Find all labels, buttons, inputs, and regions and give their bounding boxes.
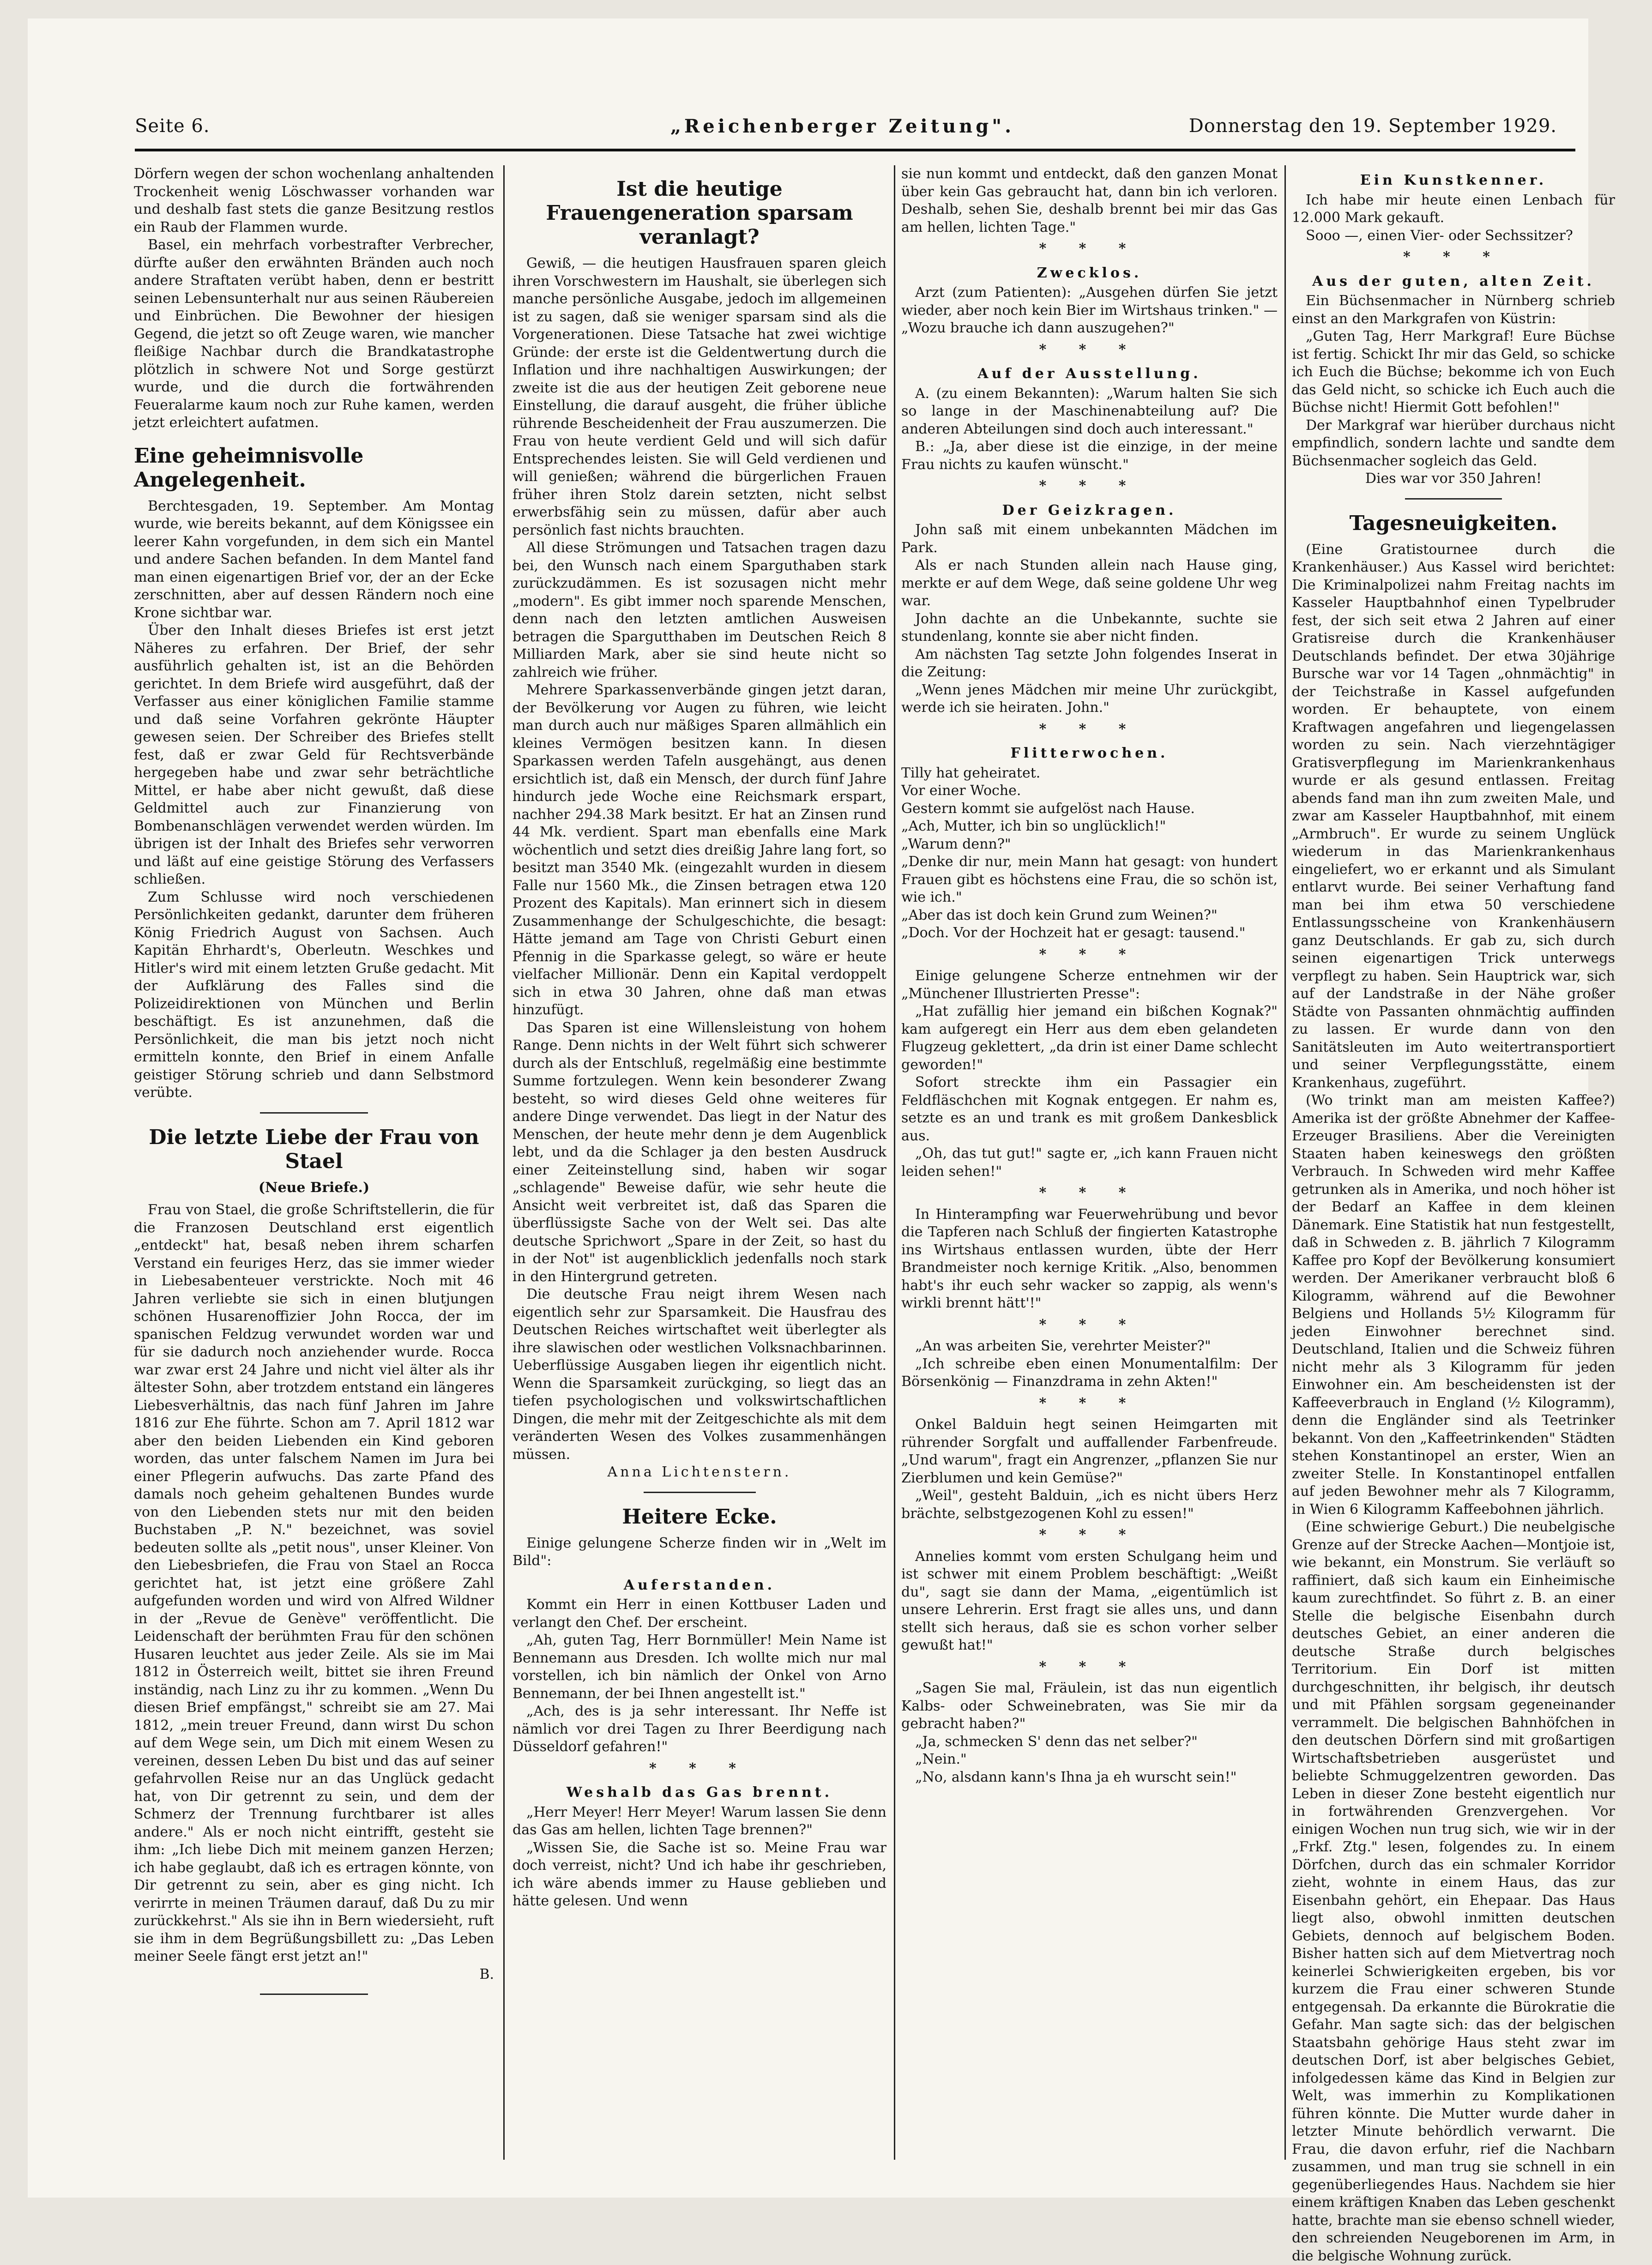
paragraph: Frau von Stael, die große Schriftstellerin, die für die Franzosen Deutschland erst eigentlich „entdeckt" hat, besaß neben ihrem scharfen Verstand ein feuriges Herz, das sie immer wieder in Liebesabenteuer verstrickte. Noch mit 46 Jahren verliebte sie sich in einen blutjungen schönen Husarenoffizier John Rocca, der im spanischen Feldzug verwundet worden war und für sie dadurch noch anziehender wurde. Rocca war zwar erst 24 Jahre und nicht viel älter als ihr ältester Sohn, aber trotzdem entstand ein längeres Liebesverhältnis, das nach fünf Jahren im Jahre 1816 zur Ehe führte. Schon am 7. April 1812 war aber den beiden Liebenden ein Kind geboren worden, das unter falschem Namen im Jura bei einer Pflegerin aufwuchs. Das zarte Pfand des damals noch geheim gehaltenen Bundes wurde von den Liebenden stets nur mit den beiden Buchstaben „P. N." bezeichnet, was soviel bedeuten sollte als „petit nous", unser Kleiner. Von den Liebesbriefen, die Frau von Stael an Rocca gerichtet hat, ist jetzt eine größere Zahl aufgefunden worden und wird von Alfred Wildner in der „Revue de Genève" veröffentlicht. Die Leidenschaft der berühmten Frau für den schönen Husaren leuchtet aus jeder Zeile. Als sie im Mai 1812 in Österreich weilt, bittet sie ihren Freund inständig, nach Linz zu ihr zu kommen. „Wenn Du diesen Brief empfängst," schreibt sie am 27. Mai 1812, „mein treuer Freund, dann wirst Du schon auf dem Wege sein, um Dich mit einem Wesen zu vereinen, dessen Leben Du bist und das auf seiner gefahrvollen Reise nur an das Unglück gedacht hat, von Dir getrennt zu sein, und dem der Schmerz der Trennung furchtbarer ist alles andere." Als er noch nicht eintrifft, gesteht sie ihm: „Ich liebe Dich mit meinem ganzen Herzen; ich habe geglaubt, daß ich es ertragen könnte, von Dir getrennt zu sein, aber es ging nicht. Ich verirrte in meinen Träumen darauf, daß Du zu mir zurückkehrst." Als sie ihn in Bern wiedersieht, ruft sie ihm in dem Begrüßungsbillett zu: „Das Leben meiner Seele fängt erst jetzt an!"	[134, 1202, 494, 1964]
paragraph: Kommt ein Herr in einen Kottbuser Laden und verlangt den Chef. Der erscheint.	[512, 1596, 886, 1631]
paragraph: In Hinterampfing war Feuerwehrübung und bevor die Tapferen nach Schluß der fingierten Katastrophe ins Wirtshaus entlassen wurden, übte der Herr Brandmeister noch kernige Kritik. „Also, benommen habt's ihr euch sehr wacker so zappig, als wenn's wirkli brennt hätt'!"	[901, 1206, 1278, 1311]
paragraph: Dies war vor 350 Jahren!	[1365, 470, 1542, 487]
separator-stars: * * *	[1039, 946, 1140, 963]
paragraph: „Warum denn?"	[901, 836, 1011, 852]
column-1	[134, 165, 494, 2183]
article-signature: Anna Lichtenstern.	[607, 1464, 792, 1480]
paragraph: „No, alsdann kann's Ihna ja eh wurscht sein!"	[915, 1769, 1237, 1785]
joke-title: Flitterwochen.	[1010, 745, 1169, 761]
paragraph: B.: „Ja, aber diese ist die einzige, in der meine Frau nichts zu kaufen wünscht."	[901, 439, 1278, 473]
paragraph: „Ich schreibe eben einen Monumentalfilm: Der Börsenkönig — Finanzdrama in zehn Akten!"	[901, 1355, 1278, 1390]
paragraph: „Guten Tag, Herr Markgraf! Eure Büchse ist fertig. Schickt Ihr mir das Geld, so schicke ich Euch die Büchse; bekomme ich von Euch das Geld nicht, so schicke ich Euch auch die Büchse nicht! Hiermit Gott befohlen!"	[1292, 328, 1615, 416]
paragraph: Tilly hat geheiratet.	[901, 765, 1041, 781]
paragraph: „Denke dir nur, mein Mann hat gesagt: von hundert Frauen gibt es höchstens eine Frau, die so schön ist, wie ich."	[901, 854, 1278, 905]
paragraph: Gewiß, — die heutigen Hausfrauen sparen gleich ihren Vorschwestern im Haushalt, sie überlegen sich manche persönliche Ausgabe, jedoch im allgemeinen ist zu sagen, daß sie weniger sparsam sind als die Vorgenerationen. Diese Tatsache hat zwei wichtige Gründe: der erste ist die Geldentwertung durch die Inflation und ihre nachhaltigen Auswirkungen; der zweite ist die aus der heutigen Zeit geborene neue Einstellung, die darauf ausgeht, die früher übliche rührende Bescheidenheit der Frau auszumerzen. Die Frau von heute verdient Geld und will sich dafür Entsprechendes leisten. Sie will Geld verdienen und will genießen; während die bürgerlichen Frauen früher ihren Stolz darein setzten, nicht selbst erwerbsfähig sein zu müssen, dafür aber auch persönlich fast nichts brauchten.	[512, 255, 886, 538]
paragraph: Als er nach Stunden allein nach Hause ging, merkte er auf dem Wege, daß seine goldene Uhr weg war.	[901, 557, 1278, 609]
paragraph: sie nun kommt und entdeckt, daß den ganzen Monat über kein Gas gebraucht hat, dann bin ich verloren. Deshalb, sehen Sie, deshalb brennt bei mir das Gas am hellen, lichten Tage."	[901, 166, 1278, 235]
column-2	[512, 165, 886, 2183]
joke-title: Weshalb das Gas brennt.	[566, 1784, 833, 1801]
paragraph: Ein Büchsenmacher in Nürnberg schrieb einst an den Markgrafen von Küstrin:	[1292, 293, 1615, 327]
paragraph: All diese Strömungen und Tatsachen tragen dazu bei, den Wunsch nach einem Sparguthaben stark zurückzudämmen. Es ist sozusagen nicht mehr „modern". Es gibt immer noch sparende Menschen, denn nach den letzten amtlichen Ausweisen betragen die Spargutthaben im Deutschen Reich 8 Milliarden Mark, aber sie sind heute nicht so zahlreich wie früher.	[512, 540, 886, 681]
paragraph: Der Markgraf war hierüber durchaus nicht empfindlich, sondern lachte und sandte dem Büchsenmacher sogleich das Geld.	[1292, 417, 1615, 469]
newspaper-page	[28, 18, 1615, 2264]
separator-stars: * * *	[649, 1760, 750, 1777]
section-title: Heitere Ecke.	[622, 1505, 777, 1529]
separator-stars: * * *	[1039, 721, 1140, 737]
paragraph: „Nein."	[915, 1751, 967, 1767]
separator-rule	[260, 1112, 368, 1114]
paragraph: (Eine schwierige Geburt.) Die neubelgische Grenze auf der Strecke Aachen—Montjoie ist, wie bekannt, ein Monstrum. Sie verläuft so raffiniert, daß sich kaum ein Einheimische kaum zurechtfindet. So führt z. B. an einer Stelle die belgische Eisenbahn durch deutsches Gebiet, an einer anderen die deutsche Straße durch belgisches Territorium. Ein Dorf ist mitten durchgeschnitten, ihr belgisch, ihr deutsch und mit Pfählen sorgsam gegeneinander verrammelt. Die belgischen Bahnhöfchen in den deutschen Dörfern sind mit großartigen Wirtschaftsbetrieben ausgerüstet und beliebte Schmuggelzentren geworden. Das Leben in dieser Zone besteht eigentlich nur in fortwährenden Grenzvergehen. Vor einigen Wochen nun trug sich, wie wir in der „Frkf. Ztg." lesen, folgendes zu. In einem Dörfchen, durch das ein schmaler Korridor zieht, wohnte in einem Haus, das zur Eisenbahn gehört, ein Ehepaar. Das Haus liegt also, obwohl inmitten deutschen Gebiets, dennoch auf belgischem Boden. Bisher hatten sich auf dem Mietvertrag noch keinerlei Schwierigkeiten ergeben, bis vor kurzem die Frau einer schweren Stunde entgegensah. Da erkannte die Bürokratie die Gefahr. Man sagte sich: das der belgischen Staatsbahn gehörige Haus steht zwar im deutschen Dorf, ist aber belgisches Gebiet, infolgedessen käme das Kind in Belgien zur Welt, was immerhin zu Komplikationen führen könnte. Die Mutter wurde daher in letzter Minute behördlich verwarnt. Die Frau, die davon erfuhr, rief die Nachbarn zusammen, und man trug sie schnell in ein gegenüberliegendes Haus. Nachdem sie hier einem kräftigen Knaben das Leben geschenkt hatte, brachte man sie ebenso schnell wieder, den schreienden Neugeborenen im Arm, in die belgische Wohnung zurück.	[1292, 1519, 1615, 2264]
paragraph: Gestern kommt sie aufgelöst nach Hause.	[901, 800, 1195, 817]
page-number: Seite 6.	[135, 115, 210, 137]
paragraph: Zum Schlusse wird noch verschiedenen Persönlichkeiten gedankt, darunter dem früheren König Friedrich August von Sachsen. Auch Kapitän Ehrhardt's, Oberleutn. Weschkes und Hitler's wird mit einem letzten Gruße gedacht. Mit der Aufklärung des Falles sind die Polizeidirektionen von München und Berlin beschäftigt. Es ist anzunehmen, daß die Persönlichkeit, die man bis jetzt noch nicht ermitteln konnte, den Brief in einem Anfalle geistiger Störung schrieb und dann Selbstmord verübte.	[134, 889, 494, 1101]
separator-rule	[644, 1492, 756, 1493]
paragraph: „Ah, guten Tag, Herr Bornmüller! Mein Name ist Bennemann aus Dresden. Ich wollte mich nur mal vorstellen, ich bin nämlich der Onkel von Arno Bennemann, der bei Ihnen angestellt ist."	[512, 1632, 886, 1702]
article-title: Eine geheimnisvolle Angelegenheit.	[134, 444, 364, 492]
column-4	[1292, 165, 1615, 2264]
joke-title: Zwecklos.	[1037, 265, 1142, 281]
paragraph: (Eine Gratistournee durch die Krankenhäuser.) Aus Kassel wird berichtet: Die Kriminalpolizei nahm Freitag nachts im Kasseler Hauptbahnhof einen Typelbruder fest, der sich seit etwa 2 Jahren auf einer Gratisreise durch die Krankenhäuser Deutschlands befindet. Der etwa 30jährige Bursche war vor 14 Tagen „ohnmächtig" in der Teichstraße in Kassel aufgefunden worden. Er behauptete, von einem Kraftwagen angefahren und liegengelassen worden zu sein. Nach vierzehntägiger Gratisverpflegung im Marienkrankenhaus wurde er als gesund entlassen. Freitag abends fand man ihn zum zweiten Male, und zwar am Kasseler Hauptbahnhof, mit einem „Armbruch". Er wurde zu seinem Unglück wiederum in das Marienkrankenhaus eingeliefert, wo er erkannt und als Simulant entlarvt wurde. Bei seiner Verhaftung fand man bei ihm etwa 50 verschiedene Entlassungsscheine von Krankenhäusern ganz Deutschlands. Er gab zu, sich durch seinen eigenartigen Trick unterwegs verpflegt zu haben. Sein Hauptrick war, sich auf der Landstraße in der Nähe großer Städte von Passanten ohnmächtig auffinden zu lassen. Er wurde dann von den Sanitätsleuten im Auto weitertransportiert und seiner Verpflegungsstätte, einem Krankenhaus, zugeführt.	[1292, 541, 1615, 1091]
paragraph: Onkel Balduin hegt seinen Heimgarten mit rührender Sorgfalt und auffallender Farbenfreude. „Und warum", fragt ein Angrenzer, „pflanzen Sie nur Zierblumen und kein Gemüse?"	[901, 1416, 1278, 1486]
paragraph: „Ja, schmecken S' denn das net selber?"	[915, 1733, 1198, 1750]
issue-date: Donnerstag den 19. September 1929.	[1188, 115, 1557, 137]
article-title: Ist die heutige Frauengeneration sparsam veranlagt?	[546, 177, 853, 249]
article-subtitle: (Neue Briefe.)	[258, 1179, 370, 1196]
paragraph: „An was arbeiten Sie, verehrter Meister?"	[915, 1338, 1211, 1354]
paragraph: „Weil", gesteht Balduin, „ich es nicht übers Herz brächte, selbstgezogenen Kohl zu essen!"	[901, 1488, 1278, 1522]
separator-stars: * * *	[1039, 1395, 1140, 1411]
paragraph: Am nächsten Tag setzte John folgendes Inserat in die Zeitung:	[901, 646, 1278, 680]
paragraph: Vor einer Woche.	[901, 783, 1021, 799]
paragraph: Berchtesgaden, 19. September. Am Montag wurde, wie bereits bekannt, auf dem Königssee ein leerer Kahn vorgefunden, in dem sich ein Mantel und andere Sachen befanden. In dem Mantel fand man einen eigenartigen Brief vor, der an der Ecke zerschnitten, aber auf dessen Rändern noch eine Krone sichtbar war.	[134, 498, 494, 621]
paragraph: Basel, ein mehrfach vorbestrafter Verbrecher, dürfte außer den erwähnten Bränden auch noch andere Straftaten verübt haben, denn er bestritt seinen Lebensunterhalt nur aus seinen Räubereien und Einbrüchen. Die Bewohner der hiesigen Gegend, die jetzt so oft Zeuge waren, wie mancher fleißige Nachbar durch die Brandkatastrophe plötzlich in schwere Not und Sorge gestürzt wurde, und die durch die fortwährenden Feueralarme kaum noch zur Ruhe kamen, werden jetzt erleichtert aufatmen.	[134, 237, 494, 431]
paragraph: „Sagen Sie mal, Fräulein, ist das nun eigentlich Kalbs- oder Schweinebraten, was Sie mir da gebracht haben?"	[901, 1680, 1278, 1732]
paragraph: Die deutsche Frau neigt ihrem Wesen nach eigentlich sehr zur Sparsamkeit. Die Hausfrau des Deutschen Reiches wirtschaftet weit überlegter als ihre slawischen oder westlichen Volksnachbarinnen. Ueberflüssige Ausgaben liegen ihr eigentlich nicht. Wenn die Sparsamkeit zurückging, so liegt das an tiefen psychologischen und volkswirtschaftlichen Dingen, die mehr mit der Zeitgeschichte als mit dem veränderten Wesen des Volkes zusammenhängen müssen.	[512, 1286, 886, 1463]
paragraph: (Wo trinkt man am meisten Kaffee?) Amerika ist der größte Abnehmer der Kaffee-Erzeuger Brasiliens. Aber die Vereinigten Staaten haben keineswegs den größten Verbrauch. In Schweden wird mehr Kaffee getrunken als in Amerika, und noch höher ist der Bedarf an Kaffee in dem kleinen Dänemark. Eine Statistik hat nun festgestellt, daß in Schweden z. B. jährlich 7 Kilogramm Kaffee pro Kopf der Bevölkerung konsumiert werden. Der Amerikaner verbraucht bloß 6 Kilogramm, während auf die Bewohner Belgiens und Hollands 5½ Kilogramm für jeden Einwohner berechnet sind. Deutschland, Italien und die Schweiz führen nicht mehr als 3 Kilogramm für jeden Einwohner ein. Am bescheidensten ist der Kaffeeverbrauch in England (½ Kilogramm), denn die Engländer sind als Teetrinker bekannt. Von den „Kaffeetrinkenden" Städten stehen Konstantinopel an erster, Wien an zweiter Stelle. In Konstantinopel entfallen auf jeden Bewohner mehr als 7 Kilogramm, in Wien 6 Kilogramm Kaffeebohnen jährlich.	[1292, 1092, 1615, 1518]
paragraph: „Wenn jenes Mädchen mir meine Uhr zurückgibt, werde ich sie heiraten. John."	[901, 681, 1278, 716]
header-rule	[135, 149, 1575, 151]
paragraph: Dörfern wegen der schon wochenlang anhaltenden Trockenheit wenig Löschwasser vorhanden war und deshalb fast stets die ganze Besitzung restlos ein Raub der Flammen wurde.	[134, 166, 494, 235]
paragraph: Annelies kommt vom ersten Schulgang heim und ist schwer mit einem Problem beschäftigt: „Weißt du", sagt sie dann der Mama, „eigentümlich ist unsere Lehrerin. Erst fragt sie alles uns, und dann stellt sich heraus, daß sie es schon vorher selber gewußt hat!"	[901, 1548, 1278, 1653]
paragraph: „Ach, Mutter, ich bin so unglücklich!"	[901, 818, 1166, 834]
separator-stars: * * *	[1039, 478, 1140, 494]
separator-stars: * * *	[1039, 241, 1140, 257]
section-title: Tagesneuigkeiten.	[1349, 511, 1558, 535]
joke-title: Auferstanden.	[623, 1577, 776, 1593]
paragraph: Mehrere Sparkassenverbände gingen jetzt daran, der Bevölkerung vor Augen zu führen, wie leicht man durch auch nur mäßiges Sparen allmählich ein kleines Vermögen besitzen kann. In diesen Sparkassen werden Tafeln ausgehängt, aus denen ersichtlich ist, daß ein Mensch, der durch fünf Jahre hindurch jede Woche eine Reichsmark erspart, nachher 294.38 Mark besitzt. Er hat an Zinsen rund 44 Mk. verdient. Spart man ebenfalls eine Mark wöchentlich und setzt dies dreißig Jahre lang fort, so besitzt man 3540 Mk. (eingezahlt wurden in diesem Falle nur 1560 Mk., die Zinsen betragen etwa 120 Prozent des Kapitals). Man erinnert sich in diesem Zusammenhange der Schulgeschichte, die besagt: Hätte jemand am Tage von Christi Geburt einen Pfennig in die Sparkasse gelegt, so wäre er heute vielfacher Millionär. Denn ein Kapital verdoppelt sich in etwa 30 Jahren, ohne daß man etwas hinzufügt.	[512, 682, 886, 1018]
paragraph: Über den Inhalt dieses Briefes ist erst jetzt Näheres zu erfahren. Der Brief, der sehr ausführlich gehalten ist, ist an die Behörden gerichtet. In dem Briefe wird ausgeführt, daß der Verfasser aus einer königlichen Familie stamme und daß seine Vorfahren gekrönte Häupter gewesen seien. Der Schreiber des Briefes stellt fest, daß er zwar Geld für Rechtsverbände hergegeben habe und zwar sehr beträchtliche Mittel, er habe aber nicht gewußt, daß diese Geldmittel auch zur Finanzierung von Bombenanschlägen verwendet werden würden. Im übrigen ist der Inhalt des Briefes sehr verworren und läßt auf eine geistige Störung des Verfassers schließen.	[134, 622, 494, 887]
joke-title: Der Geizkragen.	[1002, 502, 1177, 518]
separator-stars: * * *	[1039, 1185, 1140, 1201]
column-divider	[503, 165, 505, 2160]
separator-stars: * * *	[1403, 249, 1504, 265]
joke-title: Ein Kunstkenner.	[1360, 172, 1547, 188]
paragraph: John saß mit einem unbekannten Mädchen im Park.	[901, 522, 1278, 556]
paragraph: Einige gelungene Scherze entnehmen wir der „Münchener Illustrierten Presse":	[901, 968, 1278, 1002]
column-divider	[894, 165, 895, 2160]
paragraph: John dachte an die Unbekannte, suchte sie stundenlang, konnte sie aber nicht finden.	[901, 610, 1278, 645]
paragraph: A. (zu einem Bekannten): „Warum halten Sie sich so lange in der Maschinenabteilung auf? Die anderen Abteilungen sind doch auch interessant."	[901, 385, 1278, 437]
separator-stars: * * *	[1039, 1658, 1140, 1675]
paragraph: Das Sparen ist eine Willensleistung von hohem Range. Denn nichts in der Welt führt sich schwerer durch als der Entschluß, regelmäßig eine bestimmte Summe fortzulegen. Wenn kein besonderer Zwang besteht, so wird dieses Geld ohne weiteres für andere Dinge verwendet. Das liegt in der Natur des Menschen, der heute mehr denn je dem Augenblick lebt, und da die Schlager ja den besten Ausdruck einer Zeiteinstellung sind, haben wir sogar „schlagende" Beweise dafür, wie sehr heute die Ansicht weit verbreitet ist, daß das Sparen die überflüssigste Sache von der Welt sei. Das alte deutsche Sprichwort „Spare in der Zeit, so hast du in der Not" ist augenblicklich jedenfalls noch stark in den Hintergrund getreten.	[512, 1019, 886, 1285]
column-3	[901, 165, 1278, 2183]
article-signature: B.	[479, 1966, 494, 1982]
paragraph: „Ach, des is ja sehr interessant. Ihr Neffe ist nämlich vor drei Tagen zu Ihrer Beerdigung nach Düsseldorf gefahren!"	[512, 1703, 886, 1755]
paragraph: Einige gelungene Scherze finden wir in „Welt im Bild":	[512, 1535, 886, 1569]
paragraph: Sooo —, einen Vier- oder Sechssitzer?	[1306, 227, 1573, 244]
paragraph: „Oh, das tut gut!" sagte er, „ich kann Frauen nicht leiden sehen!"	[901, 1145, 1278, 1180]
paragraph: Arzt (zum Patienten): „Ausgehen dürfen Sie jetzt wieder, aber noch kein Bier im Wirtshaus trinken." — „Wozu brauche ich dann auszugehen?"	[901, 284, 1278, 336]
separator-rule	[1405, 498, 1502, 500]
paragraph: Sofort streckte ihm ein Passagier ein Feldfläschchen mit Kognak entgegen. Er nahm es, setzte es an und trank es mit großem Dankesblick aus.	[901, 1074, 1278, 1144]
paragraph: „Aber das ist doch kein Grund zum Weinen?"	[901, 907, 1218, 923]
column-divider	[1284, 165, 1286, 2160]
separator-stars: * * *	[1039, 1316, 1140, 1333]
paragraph: Ich habe mir heute einen Lenbach für 12.000 Mark gekauft.	[1292, 192, 1615, 226]
article-title: Die letzte Liebe der Frau von Stael	[149, 1125, 479, 1173]
separator-stars: * * *	[1039, 1527, 1140, 1543]
separator-stars: * * *	[1039, 341, 1140, 358]
joke-title: Aus der guten, alten Zeit.	[1312, 273, 1595, 289]
joke-title: Auf der Ausstellung.	[977, 366, 1201, 382]
paragraph: „Doch. Vor der Hochzeit hat er gesagt: tausend."	[901, 925, 1246, 941]
paragraph: „Wissen Sie, die Sache ist so. Meine Frau war doch verreist, nicht? Und ich habe ihr geschrieben, ich wäre abends immer zu Hause geblieben und hätte gelesen. Und wenn	[512, 1839, 886, 1909]
newspaper-name: „Reichenberger Zeitung".	[670, 115, 1014, 137]
separator-rule	[260, 1994, 368, 1995]
paragraph: „Hat zufällig hier jemand ein bißchen Kognak?" kam aufgeregt ein Herr aus dem eben gelandeten Flugzeug geklettert, „da drin ist einer Dame schlecht geworden!"	[901, 1003, 1278, 1073]
paragraph: „Herr Meyer! Herr Meyer! Warum lassen Sie denn das Gas am hellen, lichten Tage brennen?"	[512, 1804, 886, 1838]
